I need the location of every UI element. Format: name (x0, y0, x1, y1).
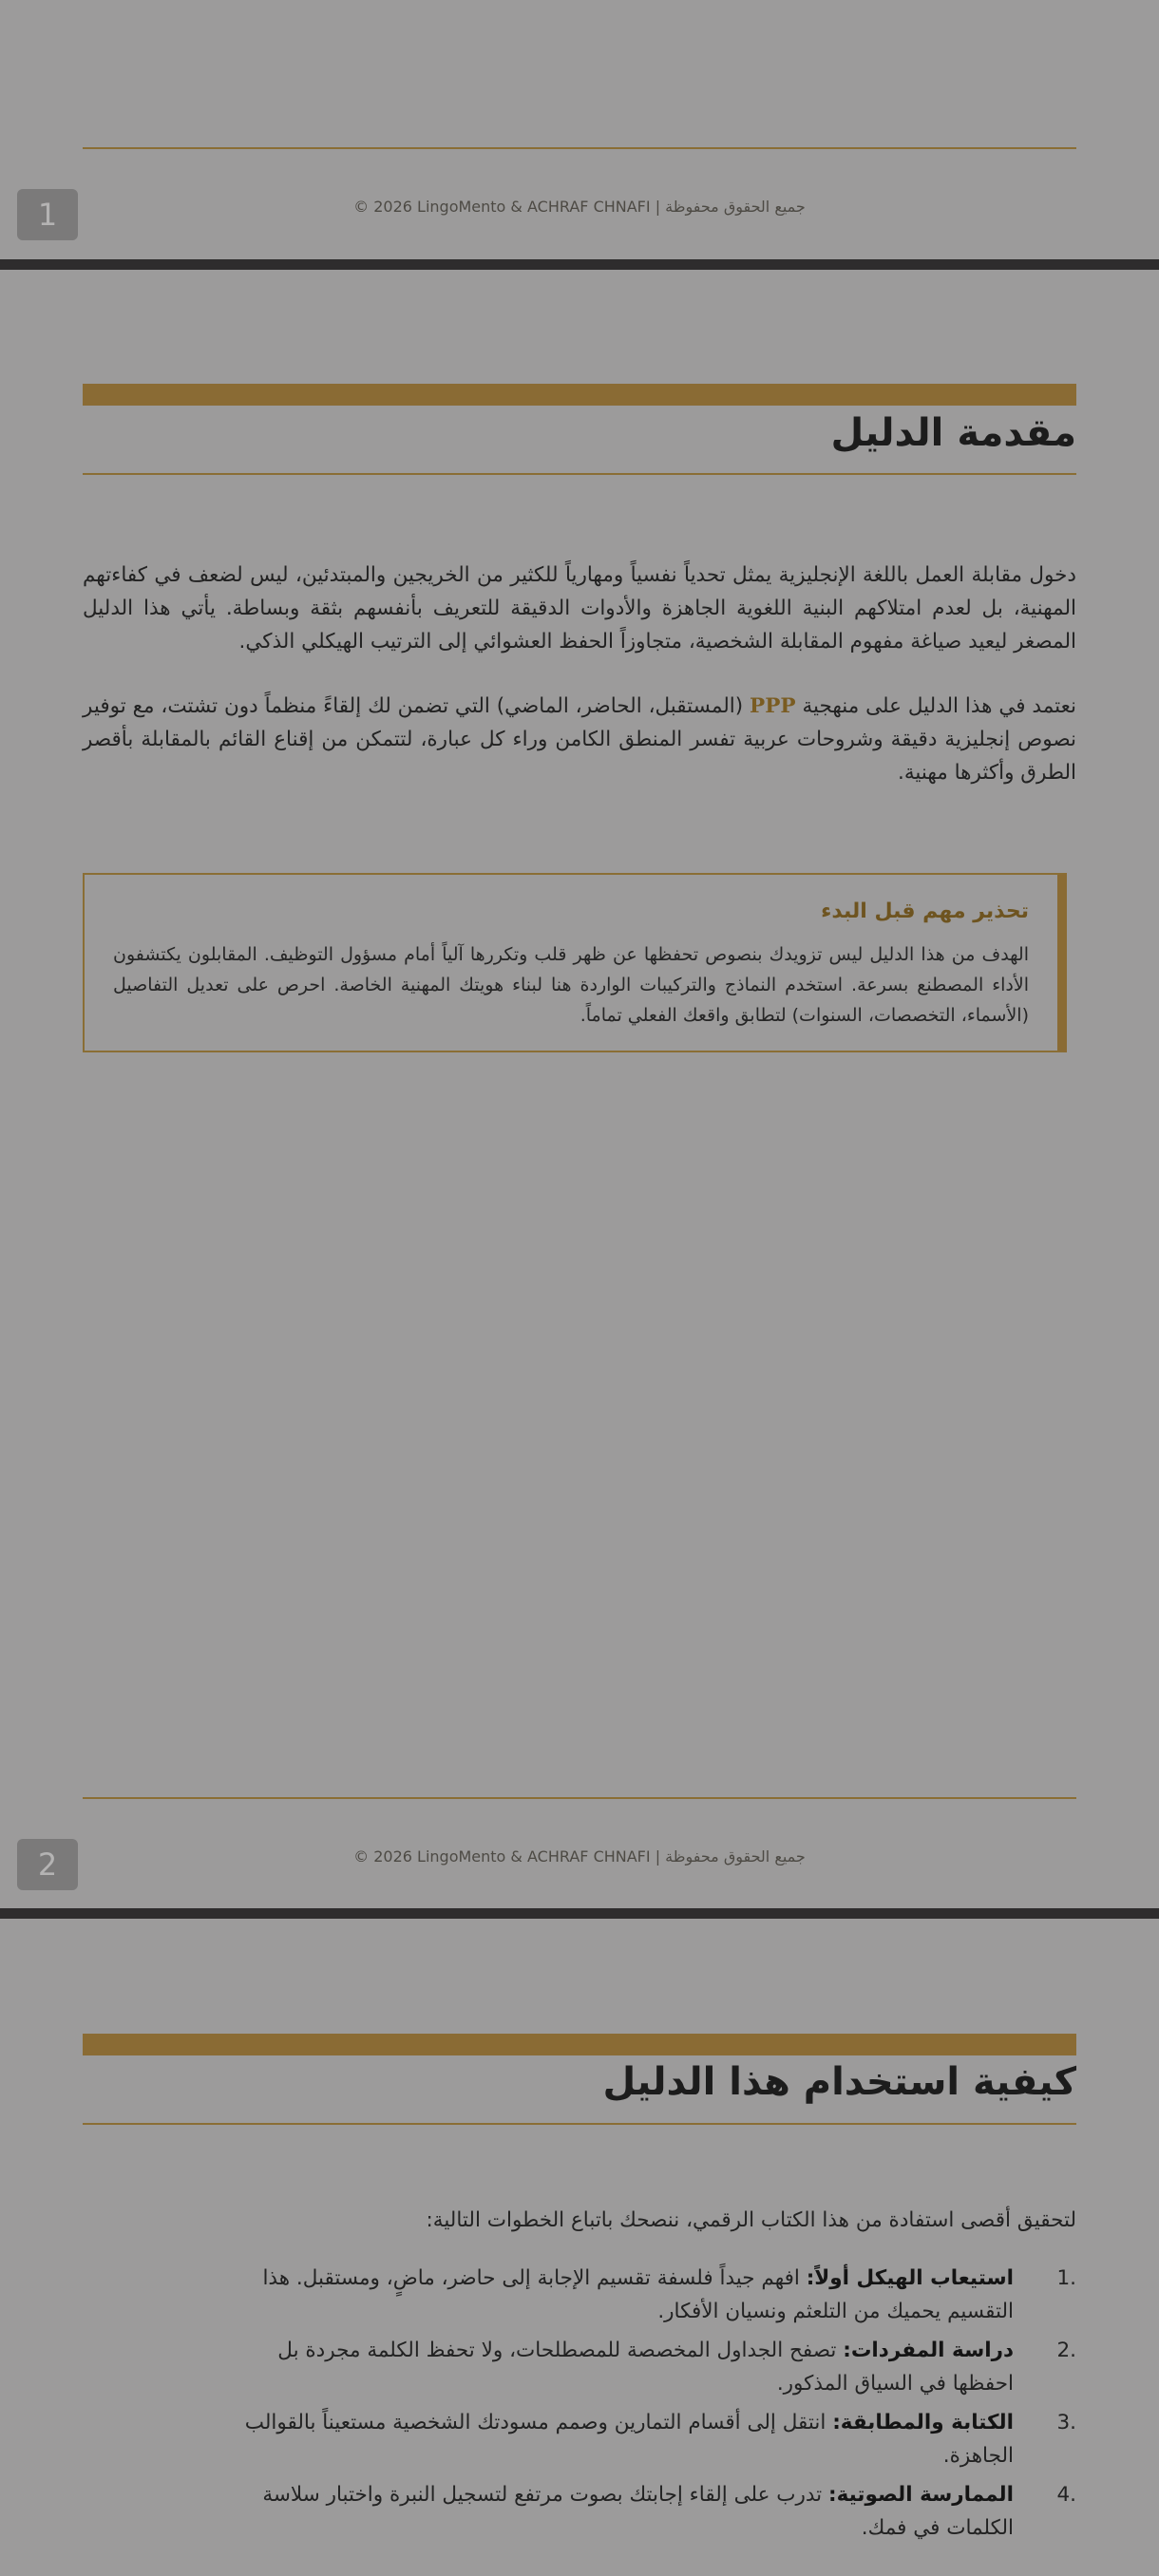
methodology-text-start: نعتمد في هذا الدليل على منهجية (795, 694, 1076, 718)
steps-list (83, 2262, 1076, 2550)
list-item (83, 2478, 1076, 2545)
footer-copyright: © 2026 LingoMento & ACHRAF CHNAFI | جميع الحقوق محفوظة (353, 1847, 806, 1866)
footer-divider (83, 1797, 1076, 1799)
list-item (83, 2334, 1076, 2400)
steps-intro: لتحقيق أقصى استفادة من هذا الكتاب الرقمي، ننصحك باتباع الخطوات التالية: (426, 2208, 1076, 2232)
warning-callout (83, 873, 1067, 1052)
methodology-text-end: (المستقبل، الحاضر، الماضي) التي تضمن لك إلقاءً منظماً دون تشتت، مع توفير نصوص إنجليزية دقيقة وشروحات عربية تفسر المنطق الكامن وراء كل عبارة، لتتمكن من إقناع القائم بالمقابلة بأقصر الطرق وأكثرها مهنية. (83, 694, 1076, 785)
step-description: افهم جيداً فلسفة تقسيم الإجابة إلى حاضر، ماضٍ، ومستقبل. هذا التقسيم يحميك من التلعثم ونسيان الأفكار. (262, 2266, 1014, 2323)
step-description: تصفح الجداول المخصصة للمصطلحات، ولا تحفظ الكلمة مجردة بل احفظها في السياق المذكور. (277, 2339, 1014, 2396)
title-accent-band (83, 2034, 1076, 2055)
step-text (225, 2334, 1014, 2400)
step-label: دراسة المفردات: (843, 2339, 1014, 2362)
step-text (225, 2478, 1014, 2545)
step-label: الممارسة الصوتية: (828, 2483, 1014, 2507)
step-description: انتقل إلى أقسام التمارين وصمم مسودتك الشخصية مستعيناً بالقوالب الجاهزة. (244, 2411, 1014, 2468)
footer-copyright: © 2026 LingoMento & ACHRAF CHNAFI | جميع الحقوق محفوظة (353, 198, 806, 216)
title-divider (83, 473, 1076, 475)
warning-title: تحذير مهم قبل البدء (821, 900, 1029, 923)
title-divider (83, 2123, 1076, 2125)
ppp-highlight: PPP (750, 694, 796, 718)
step-description: تدرب على إلقاء إجابتك بصوت مرتفع لتسجيل النبرة واختبار سلاسة الكلمات في فمك. (262, 2483, 1014, 2540)
step-text (225, 2262, 1014, 2328)
step-number: 4. (1056, 2483, 1076, 2507)
step-label: استيعاب الهيكل أولاً: (806, 2266, 1014, 2290)
methodology-paragraph (83, 690, 1076, 789)
step-number: 2. (1056, 2339, 1076, 2362)
list-item (83, 2262, 1076, 2328)
page-number-badge: 1 (17, 189, 78, 240)
list-item (83, 2406, 1076, 2472)
intro-paragraph: دخول مقابلة العمل باللغة الإنجليزية يمثل تحدياً نفسياً ومهارياً للكثير من الخريجين والمبتدئين، ليس لضعف في كفاءتهم المهنية، بل لعدم امتلاكهم البنية اللغوية الجاهزة والأدوات الدقيقة للتعريف بأنفسهم بثقة وبساطة. يأتي هذا الدليل المصغر ليعيد صياغة مفهوم المقابلة الشخصية، متجاوزاً الحفظ العشوائي إلى الترتيب الهيكلي الذكي. (83, 563, 1076, 653)
warning-body: الهدف من هذا الدليل ليس تزويدك بنصوص تحفظها عن ظهر قلب وتكررها آلياً أمام مسؤول التوظيف. المقابلون يكتشفون الأداء المصطنع بسرعة. استخدم النماذج والتركيبات الواردة هنا لبناء هويتك المهنية الخاصة. احرص على تعديل التفاصيل (الأسماء، التخصصات، السنوات) لتطابق واقعك الفعلي تماماً. (113, 944, 1029, 1026)
page-title: كيفية استخدام هذا الدليل (602, 2060, 1076, 2104)
page-separator (0, 1908, 1159, 1919)
footer-divider (83, 147, 1076, 149)
page-title: مقدمة الدليل (830, 411, 1076, 455)
step-number: 1. (1056, 2266, 1076, 2290)
step-number: 3. (1056, 2411, 1076, 2434)
step-label: الكتابة والمطابقة: (832, 2411, 1014, 2434)
step-text (225, 2406, 1014, 2472)
title-accent-band (83, 384, 1076, 406)
page-number-badge: 2 (17, 1839, 78, 1890)
page-separator (0, 259, 1159, 270)
